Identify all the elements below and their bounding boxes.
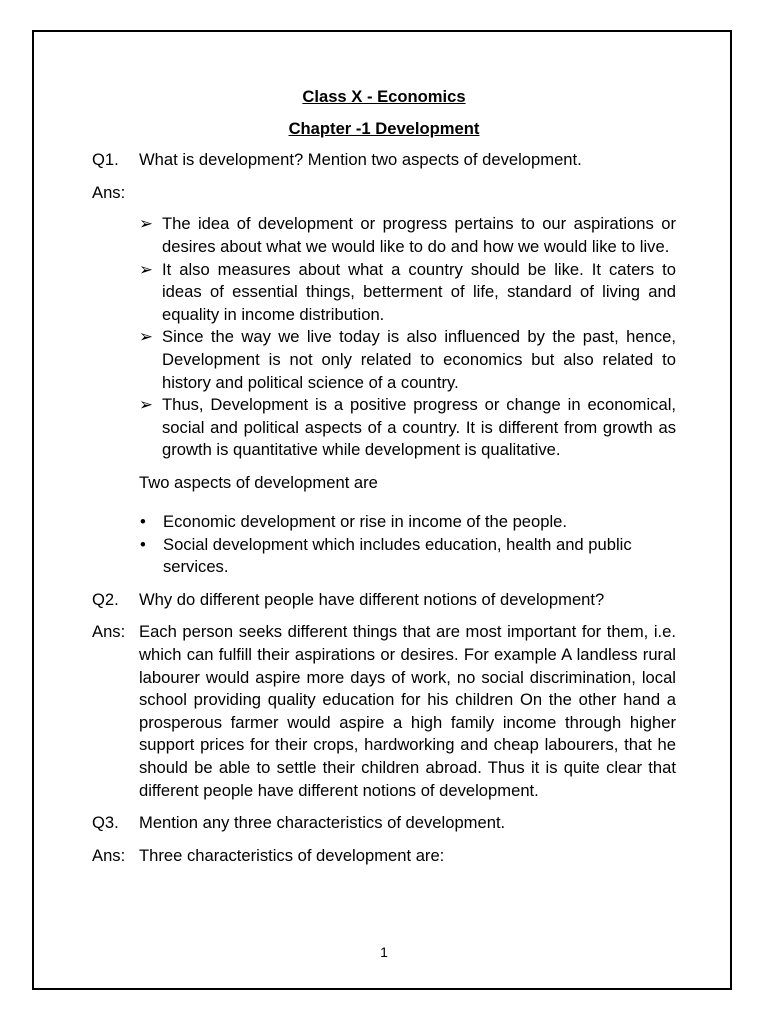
q1-ans-label: Ans: xyxy=(92,182,126,202)
arrow-bullet-icon: ➢ xyxy=(139,395,153,415)
dot-bullet-icon: • xyxy=(140,534,146,554)
q2-answer: Each person seeks different things that are most important for them, i.e. which can fulfill their aspirations or desires. For example A landless rural labourer would aspire more days of work, no social discrimination, local school providing quality education for his children On the other hand a prosperous farmer would aspire a high family income through higher support prices for their crops, hardworking and cheap labourers, that he should be able to settle their children abroad. Thus it is quite clear that different people have different notions of development. xyxy=(139,622,676,800)
q1-aspects-intro: Two aspects of development are xyxy=(139,472,378,492)
q1-question-row xyxy=(92,149,676,172)
list-item xyxy=(139,213,676,258)
page-number: 1 xyxy=(380,944,388,960)
list-item xyxy=(139,511,676,534)
list-item xyxy=(139,534,676,579)
arrow-bullet-icon: ➢ xyxy=(139,214,153,234)
q1-point-2: It also measures about what a country should be like. It caters to ideas of essential things, betterment of life, standard of living and equality in income distribution. xyxy=(162,259,676,324)
document-body xyxy=(92,86,676,867)
q3-label: Q3. xyxy=(92,813,119,833)
list-item xyxy=(139,326,676,394)
q1-point-3: Since the way we live today is also influenced by the past, hence, Development is not only related to economics but also related to history and political science of a country. xyxy=(162,327,676,392)
q2-question: Why do different people have different notions of development? xyxy=(139,589,605,609)
q1-aspect-1: Economic development or rise in income of the people. xyxy=(163,512,568,532)
list-item xyxy=(139,394,676,462)
dot-bullet-icon: • xyxy=(140,512,146,532)
q3-answer-row xyxy=(92,845,676,868)
q1-points-list xyxy=(139,213,676,462)
chapter-title: Chapter -1 Development xyxy=(288,118,480,138)
arrow-bullet-icon: ➢ xyxy=(139,327,153,347)
q3-question: Mention any three characteristics of development. xyxy=(139,813,506,833)
document-title: Class X - Economics xyxy=(302,87,466,106)
q2-ans-label: Ans: xyxy=(92,622,126,642)
arrow-bullet-icon: ➢ xyxy=(139,259,153,279)
q1-question: What is development? Mention two aspects of development. xyxy=(139,150,582,170)
q1-answer-row xyxy=(92,182,676,205)
q3-answer: Three characteristics of development are: xyxy=(139,845,445,865)
q1-aspects-list xyxy=(139,511,676,579)
q2-question-row xyxy=(92,589,676,612)
q3-question-row xyxy=(92,812,676,835)
q1-label: Q1. xyxy=(92,150,119,170)
list-item xyxy=(139,259,676,327)
q3-ans-label: Ans: xyxy=(92,845,126,865)
q2-label: Q2. xyxy=(92,589,119,609)
q2-answer-row xyxy=(92,621,676,802)
q1-point-1: The idea of development or progress pertains to our aspirations or desires about what we would like to do and how we would like to live. xyxy=(162,214,676,256)
q1-point-4: Thus, Development is a positive progress or change in economical, social and political aspects of a country. It is different from growth as growth is quantitative while development is qualitative. xyxy=(162,395,676,460)
q1-aspect-2: Social development which includes education, health and public services. xyxy=(163,534,632,577)
